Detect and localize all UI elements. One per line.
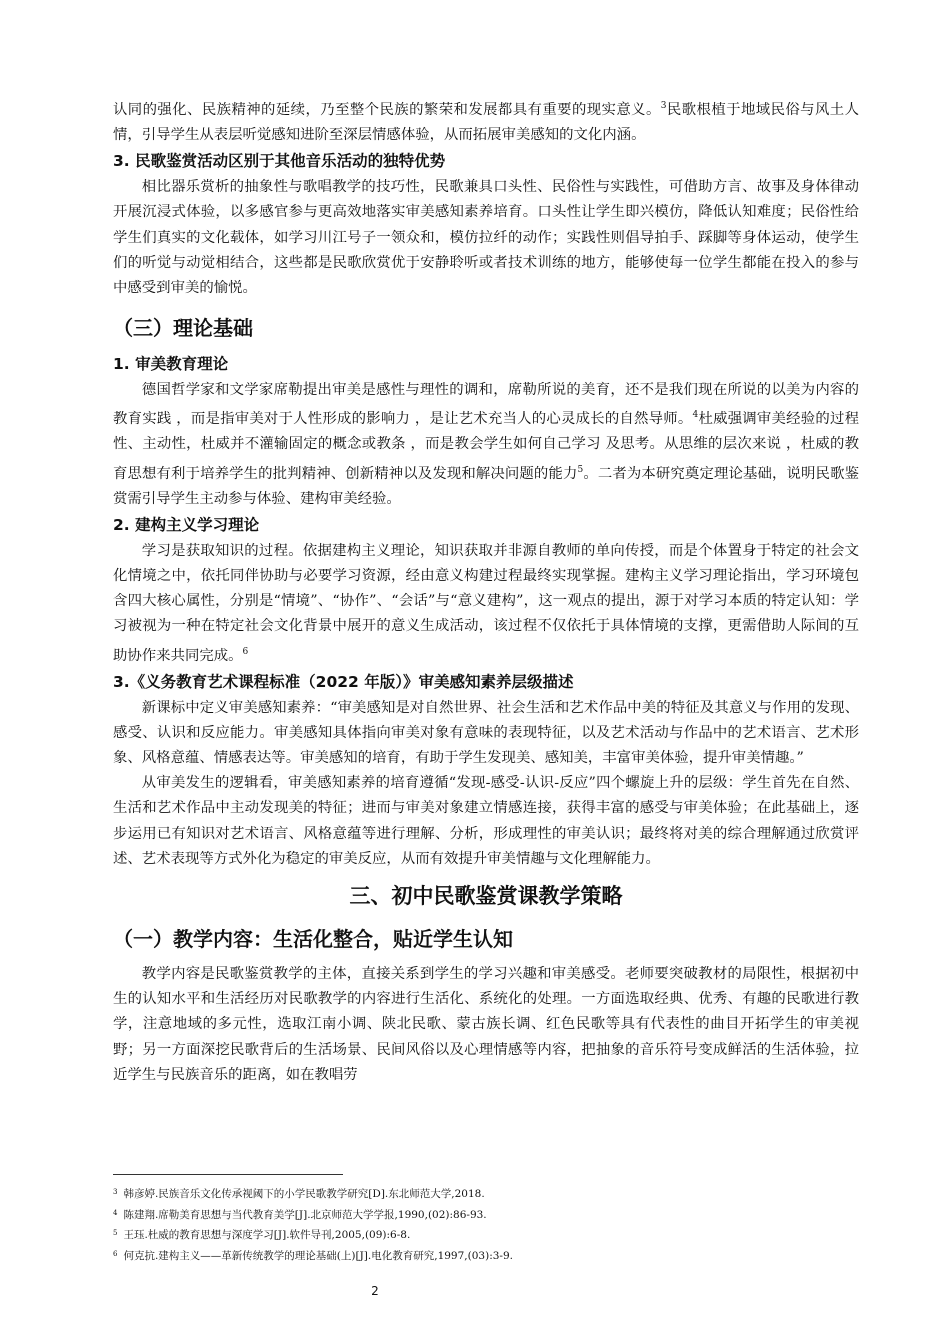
footnote-ref: 6 [242,646,249,657]
footnote: $^5$ 王珏.杜威的教育思想与深度学习[J].软件导刊,2005,(09):6-8. [113,1229,411,1241]
footnote: $^6$ 何克抗.建构主义——革新传统教学的理论基础(上)[J].电化教育研究,1997,(03):3-9. [113,1249,513,1262]
paragraph: 认同的强化、民族精神的延续，乃至整个民族的繁荣和发展都具有重要的现实意义。$^3$民歌根植于地域民俗与风土人情，引导学生从表层听觉感知进阶至深层情感体验，从而拓展审美感知的文化内涵。 [113,101,859,143]
footnote: $^3$ 韩彦婷.民族音乐文化传承视阈下的小学民歌教学研究[D].东北师范大学,2018. [113,1188,485,1200]
subsection-heading: 2. 建构主义学习理论 [113,515,260,534]
paragraph: 相比器乐赏析的抽象性与歌唱教学的技巧性，民歌兼具口头性、民俗性与实践性，可借助方言、故事及身体律动开展沉浸式体验，以多感官参与更高效地落实审美感知素养培育。口头性让学生即兴模仿，降低认知难度；民俗性给学生们真实的文化载体，如学习川江号子一领众和，模仿拉纤的动作；实践性则倡导拍手、踩脚等身体运动，使学生们的听觉与动觉相结合，这些都是民歌欣赏优于安静聆听或者技术训练的地方，能够使每一位学生都能在投入的参与中感受到审美的愉悦。 [113,179,859,297]
footnote-divider [113,1174,343,1175]
footnote: $^4$ 陈建翔.席勒美育思想与当代教育美学[J].北京师范大学学报,1990,(02):86-93. [113,1208,487,1221]
paragraph: 新课标中定义审美感知素养：“审美感知是对自然世界、社会生活和艺术作品中美的特征及其意义与作用的发现、感受、认识和反应能力。审美感知具体指向审美对象有意味的表现特征，以及艺术活动与作品中的艺术语言、艺术形象、风格意蕴、情感表达等。审美感知的培育，有助于学生发现美、感知美，丰富审美体验，提升审美情趣。” [113,699,859,767]
chapter-heading: 三、初中民歌鉴赏课教学策略 [349,884,623,909]
footnote-ref: 3 [660,101,667,111]
paragraph: 德国哲学家和文学家席勒提出审美是感性与理性的调和，席勒所说的美育，还不是我们现在所说的以美为内容的教育实践 ，而是指审美对于人性形成的影响力 ，是让艺术充当人的心灵成长的自然导师。$^4$杜威强调审美经验的过程性、主动性，杜威并不灌输固定的概念或教条 ，而是教会学生如何自己学习 及思考。从思维的层次来说 ，杜威的教育思想有利于培养学生的批判精神、创新精神以及发现和解决问题的能力$^5$。二者为本研究奠定理论基础，说明民歌鉴赏需引导学生主动参与体验、建构审美经验。 [113,382,859,507]
subsection-heading: 3.《义务教育艺术课程标准（2022 年版）》审美感知素养层级描述 [113,672,574,691]
subsection-heading: 1. 审美教育理论 [113,355,229,374]
section-heading: （三）理论基础 [113,316,253,341]
section-heading: （一）教学内容：生活化整合，贴近学生认知 [113,927,513,952]
paragraph: 教学内容是民歌鉴赏教学的主体，直接关系到学生的学习兴趣和审美感受。老师要突破教材的局限性，根据初中生的认知水平和生活经历对民歌教学的内容进行生活化、系统化的处理。一方面选取经典、优秀、有趣的民歌进行教学，注意地域的多元性，选取江南小调、陕北民歌、蒙古族长调、红色民歌等具有代表性的曲目开拓学生的审美视野；另一方面深挖民歌背后的生活场景、民间风俗以及心理情感等内容，把抽象的音乐符号变成鲜活的生活体验，拉近学生与民族音乐的距离，如在教唱劳 [113,966,859,1083]
footnote-ref: 5 [577,464,584,475]
document-body [113,94,859,1088]
page-number: 2 [371,1284,379,1298]
paragraph: 学习是获取知识的过程。依据建构主义理论，知识获取并非源自教师的单向传授，而是个体置身于特定的社会文化情境之中，依托同伴协助与必要学习资源，经由意义构建过程最终实现掌握。建构主义学习理论指出，学习环境包含四大核心属性，分别是“情境”、“协作”、“会话”与“意义建构”，这一观点的提出，源于对学习本质的特定认知：学习被视为一种在特定社会文化背景中展开的意义生成活动，该过程不仅依托于具体情境的支撑，更需借助人际间的互助协作来共同完成。$^6$ [113,542,859,664]
paragraph: 从审美发生的逻辑看，审美感知素养的培育遵循“发现-感受-认识-反应”四个螺旋上升的层级：学生首先在自然、生活和艺术作品中主动发现美的特征；进而与审美对象建立情感连接，获得丰富的感受与审美体验；在此基础上，逐步运用已有知识对艺术语言、风格意蕴等进行理解、分析，形成理性的审美认识；最终将对美的综合理解通过欣赏评述、艺术表现等方式外化为稳定的审美反应，从而有效提升审美情趣与文化理解能力。 [113,775,859,867]
footnote-ref: 4 [692,410,699,421]
footnotes [113,1183,859,1265]
subsection-heading: 3. 民歌鉴赏活动区别于其他音乐活动的独特优势 [113,152,446,171]
